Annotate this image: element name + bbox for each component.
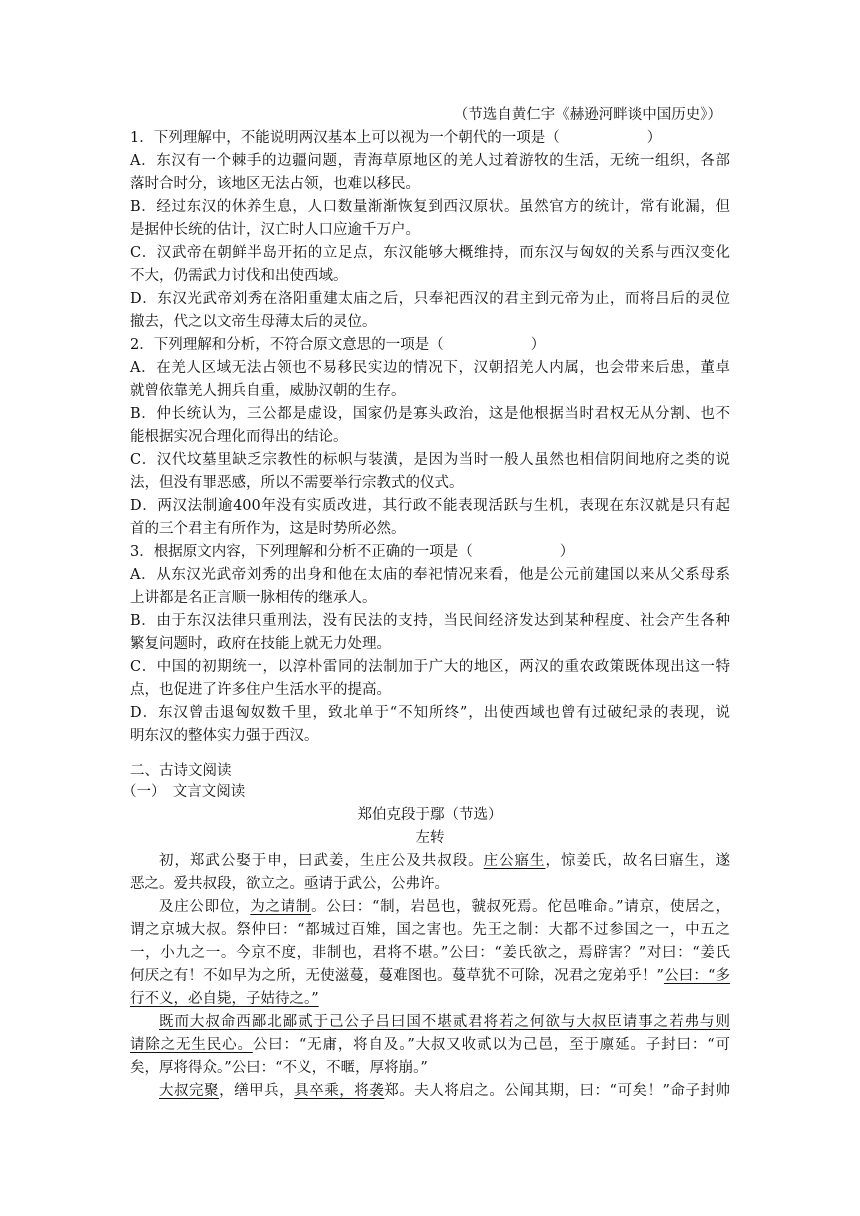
passage-line-1: 初，郑武公娶于申，曰武姜，生庄公及共叔段。庄公寤生，惊姜氏，故名曰寤生，遂	[159, 853, 731, 869]
q2-option-a-line2: 就曾依靠羌人拥兵自重，威胁汉朝的生存。	[130, 383, 406, 399]
q1-option-b-line2: 是据仲长统的估计，汉亡时人口应逾千万户。	[130, 222, 420, 238]
q1-option-b-line1: B．经过东汉的休养生息，人口数量渐渐恢复到西汉原状。虽然官方的统计，常有讹漏，但	[130, 199, 730, 215]
q1-option-c-line2: 不大，仍需武力讨伐和出使西域。	[130, 268, 348, 284]
underlined-phrase: 行不义，必自毙，子姑待之。”	[130, 991, 319, 1007]
q1-option-d-line1: D．东汉光武帝刘秀在洛阳重建太庙之后，只奉祀西汉的君主到元帝为止，而将吕后的灵位	[130, 291, 730, 307]
passage-line-9: 请除之无生民心。公曰：“无庸，将自及。”大叔又收贰以为己邑，至于廪延。子封曰：“可	[130, 1037, 730, 1053]
q3-option-b-line1: B．由于东汉法律只重刑法，没有民法的支持，当民间经济发达到某种程度、社会产生各种	[130, 613, 730, 629]
article-author: 左转	[415, 830, 445, 846]
passage-line-5: 一，小九之一。今京不度，非制也，君将不堪。”公曰：“姜氏欲之，焉辟害？”对曰：“姜氏	[130, 945, 730, 961]
underlined-sentence: 既而大叔命西鄙北鄙贰于己公子吕曰国不堪贰君将若之何欲与大叔臣请事之若弗与则	[159, 1014, 730, 1030]
underlined-phrase: 为之请制	[250, 899, 312, 915]
passage-line-6: 何厌之有！不如早为之所，无使滋蔓，蔓难图也。蔓草犹不可除，况君之宠弟乎！”公曰：“多	[130, 968, 730, 984]
q2-option-a-line1: A．在羌人区域无法占领也不易移民实边的情况下，汉朝招羌人内属，也会带来后患，董卓	[130, 360, 730, 376]
article-title: 郑伯克段于鄢（节选）	[357, 807, 503, 823]
underlined-phrase: 大叔完聚	[159, 1083, 220, 1099]
source-citation: （节选自黄仁宇《赫逊河畔谈中国历史》）	[453, 107, 722, 123]
passage-line-10: 矣，厚将得众。”公曰：“不义，不暱，厚将崩。”	[130, 1060, 428, 1076]
passage-line-3: 及庄公即位，为之请制。公曰：“制，岩邑也，虢叔死焉。佗邑唯命。”请京，使居之，	[159, 899, 731, 915]
passage-line-8	[130, 1011, 730, 1034]
section-title: 二、古诗文阅读	[130, 763, 232, 779]
q3-option-b-line2: 繁复问题时，政府在技能上就无力处理。	[130, 636, 391, 652]
q3-option-d-line1: D．东汉曾击退匈奴数千里，致北单于“不知所终”，出使西域也曾有过破纪录的表现，说	[130, 705, 730, 721]
passage-line-2: 恶之。爱共叔段，欲立之。亟请于武公，公弗许。	[130, 876, 449, 892]
question-1-stem: 1．下列理解中，不能说明两汉基本上可以视为一个朝代的一项是（ ）	[130, 130, 662, 146]
q2-option-d-line1: D．两汉法制逾400年没有实质改进，其行政不能表现活跃与生机，表现在东汉就是只有起	[130, 498, 730, 514]
question-3-stem: 3．根据原文内容，下列理解和分析不正确的一项是（ ）	[130, 544, 575, 560]
underlined-phrase: 公曰：“多	[663, 968, 730, 984]
q2-option-b-line1: B．仲长统认为，三公都是虚设，国家仍是寡头政治，这是他根据当时君权无从分割、也不	[130, 406, 730, 422]
question-2-stem: 2．下列理解和分析，不符合原文意思的一项是（ ）	[130, 337, 546, 353]
q2-option-b-line2: 能根据实况合理化而得出的结论。	[130, 429, 348, 445]
underlined-sentence: 请除之无生民心。	[130, 1037, 253, 1053]
q3-option-c-line1: C．中国的初期统一，以淳朴雷同的法制加于广大的地区，两汉的重农政策既体现出这一特	[130, 659, 730, 675]
passage-line-7	[130, 988, 730, 1011]
q2-option-c-line1: C．汉代坟墓里缺乏宗教性的标帜与装潢，是因为当时一般人虽然也相信阴间地府之类的说	[130, 452, 730, 468]
q1-option-a-line1: A．东汉有一个棘手的边疆问题，青海草原地区的羌人过着游牧的生活，无统一组织，各部	[130, 153, 730, 169]
underlined-phrase: 庄公寤生	[483, 853, 546, 869]
q3-option-d-line2: 明东汉的整体实力强于西汉。	[130, 728, 319, 744]
q2-option-d-line2: 首的三个君主有所作为，这是时势所必然。	[130, 521, 406, 537]
q1-option-c-line1: C．汉武帝在朝鲜半岛开拓的立足点，东汉能够大概维持，而东汉与匈奴的关系与西汉变化	[130, 245, 730, 261]
q1-option-a-line2: 落时合时分，该地区无法占领，也难以移民。	[130, 176, 420, 192]
q3-option-c-line2: 点，也促进了许多住户生活水平的提高。	[130, 682, 391, 698]
q1-option-d-line2: 撤去，代之以文帝生母薄太后的灵位。	[130, 314, 377, 330]
subsection-title: （一） 文言文阅读	[122, 784, 246, 800]
q3-option-a-line2: 上讲都是名正言顺一脉相传的继承人。	[130, 590, 377, 606]
q2-option-c-line2: 法，但没有罪恶感，所以不需要举行宗教式的仪式。	[130, 475, 464, 491]
passage-line-11: 大叔完聚，缮甲兵，具卒乘，将袭郑。夫人将启之。公闻其期，曰：“可矣！”命子封帅	[159, 1083, 731, 1099]
q3-option-a-line1: A．从东汉光武帝刘秀的出身和他在太庙的奉祀情况来看，他是公元前建国以来从父系母系	[130, 567, 730, 583]
passage-line-4: 谓之京城大叔。祭仲曰：“都城过百雉，国之害也。先王之制：大都不过参国之一，中五之	[130, 922, 730, 938]
underlined-phrase: 具卒乘，将袭	[294, 1083, 385, 1099]
